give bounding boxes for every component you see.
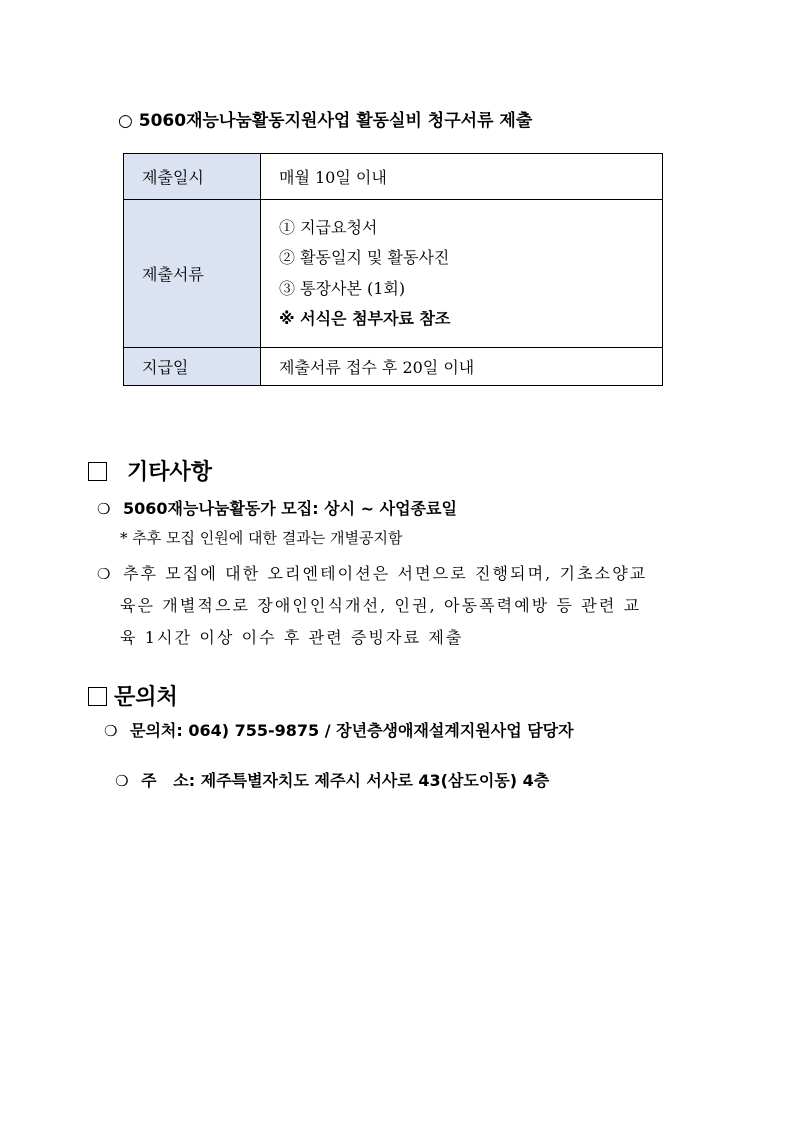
contact-address-text: 주 소: 제주특별자치도 제주시 서사로 43(삼도이동) 4층 — [141, 771, 550, 790]
contact-address — [104, 749, 549, 791]
misc-item-2-line: 육은 개별적으로 장애인인식개선, 인권, 아동폭력예방 등 관련 교 — [120, 596, 642, 615]
pay-value: 제출서류 접수 후 20일 이내 — [261, 348, 663, 386]
circle-bullet-icon: ❍ — [104, 722, 118, 740]
misc-note-1: * 추후 모집 인원에 대한 결과는 개별공지함 — [120, 529, 403, 547]
date-value: 매월 10일 이내 — [261, 154, 663, 200]
docs-list — [261, 200, 663, 348]
contact-heading: 문의처 — [114, 685, 178, 710]
doc-item: ① 지급요청서 — [279, 217, 378, 237]
date-label: 제출일시 — [124, 154, 261, 200]
misc-item-2-line: 육 1시간 이상 이수 후 관련 증빙자료 제출 — [120, 628, 464, 647]
contact-phone — [104, 718, 574, 741]
submission-table — [123, 153, 663, 386]
docs-label: 제출서류 — [124, 200, 261, 348]
contact-phone-text: 문의처: 064) 755-9875 / 장년층생애재설계지원사업 담당자 — [130, 721, 574, 740]
pay-label: 지급일 — [124, 348, 261, 386]
misc-item-1 — [97, 496, 457, 519]
contact-heading-row — [88, 680, 178, 711]
doc-item: ② 활동일지 및 활동사진 — [279, 248, 450, 267]
misc-heading-row — [88, 455, 212, 486]
misc-item-1-text: 5060재능나눔활동가 모집: 상시 ~ 사업종료일 — [123, 499, 457, 518]
submission-title: ○ 5060재능나눔활동지원사업 활동실비 청구서류 제출 — [118, 111, 533, 131]
misc-item-2 — [97, 558, 647, 654]
checkbox-square-icon — [88, 687, 107, 706]
circle-bullet-icon: ❍ — [115, 772, 129, 790]
doc-item: ③ 통장사본 (1회) — [279, 278, 406, 298]
misc-item-2-line: 추후 모집에 대한 오리엔테이션은 서면으로 진행되며, 기초소양교 — [123, 564, 648, 583]
circle-bullet-icon: ❍ — [97, 500, 111, 518]
checkbox-square-icon — [88, 462, 107, 481]
docs-note: ※ 서식은 첨부자료 참조 — [279, 309, 451, 328]
circle-bullet-icon: ❍ — [97, 565, 113, 583]
misc-heading: 기타사항 — [127, 460, 213, 485]
